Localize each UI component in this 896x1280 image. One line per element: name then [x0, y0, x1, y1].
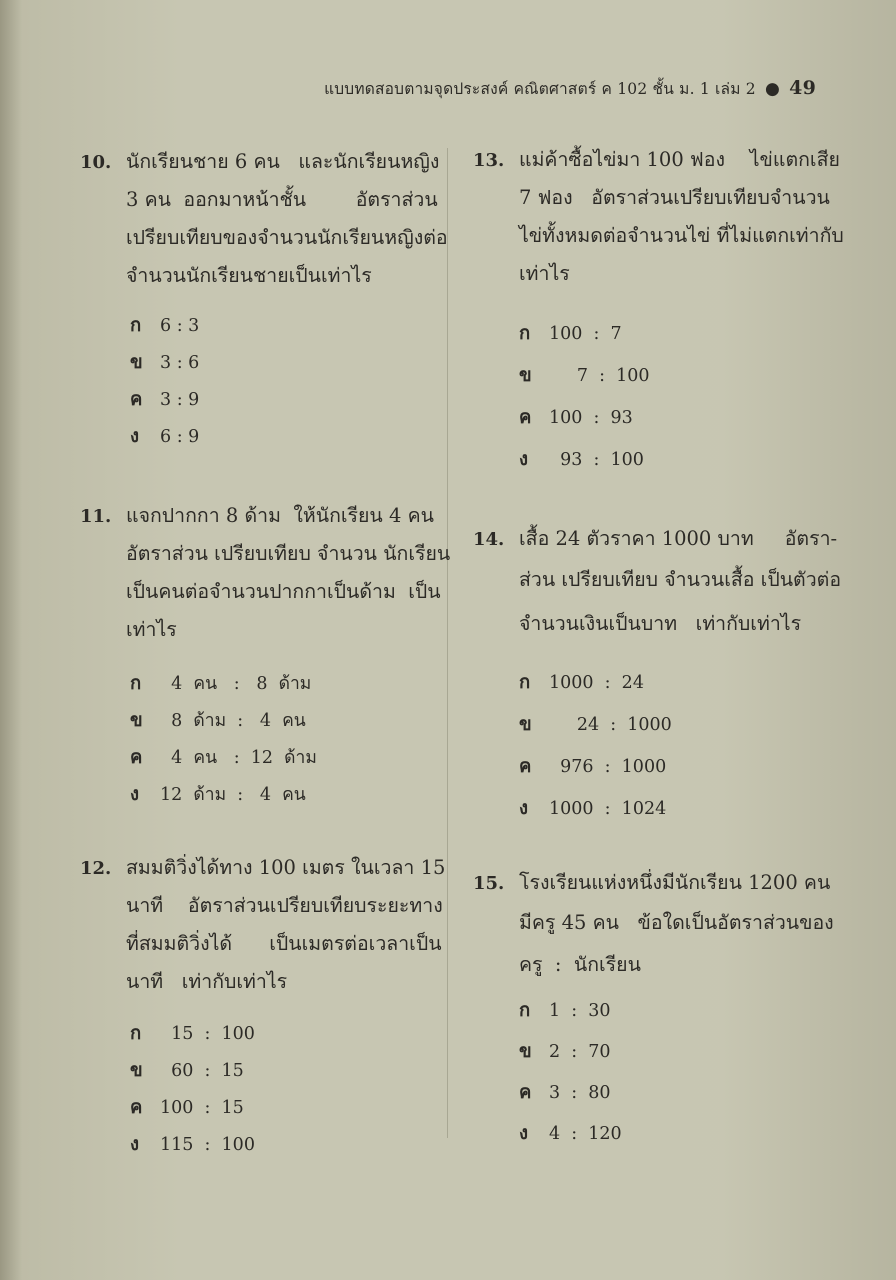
choice-text: 115 : 100	[160, 1135, 255, 1155]
bullet-icon: ●	[764, 79, 781, 99]
choice-list	[80, 665, 450, 813]
choice-letter: ง	[519, 449, 529, 470]
question-text-line: เปรียบเทียบของจำนวนนักเรียนหญิงต่อ	[126, 226, 448, 249]
choice-c[interactable]	[519, 397, 844, 439]
choice-text: 2 : 70	[549, 1042, 611, 1062]
choice-list	[473, 990, 834, 1154]
question-text-line: ไข่ทั้งหมดต่อจำนวนไข่ ที่ไม่แตกเท่ากับ	[519, 224, 844, 247]
choice-b[interactable]	[519, 355, 844, 397]
choice-letter: ค	[519, 756, 532, 777]
running-header	[324, 76, 816, 101]
question-text-line: มีครู 45 คน ข้อใดเป็นอัตราส่วนของ	[519, 911, 834, 934]
choice-text: 6 : 9	[160, 427, 200, 447]
question-text-line: สมมติวิ่งได้ทาง 100 เมตร ในเวลา 15	[126, 856, 446, 879]
choice-letter: ค	[130, 389, 143, 410]
choice-list	[473, 313, 844, 481]
page-shadow-edge	[0, 0, 22, 1280]
question-number: 14.	[473, 529, 505, 550]
question-text-line: นาที เท่ากับเท่าไร	[126, 970, 288, 993]
choice-letter: ค	[519, 1082, 532, 1103]
choice-letter: ง	[130, 426, 140, 447]
question-text-line: 7 ฟอง อัตราส่วนเปรียบเทียบจำนวน	[519, 186, 830, 209]
choice-letter: ข	[519, 714, 532, 735]
question-text-line: จำนวนเงินเป็นบาท เท่ากับเท่าไร	[519, 612, 802, 635]
choice-b[interactable]	[519, 1031, 834, 1072]
question-15	[473, 864, 834, 1154]
choice-letter: ข	[519, 365, 532, 386]
choice-a[interactable]	[130, 307, 448, 344]
choice-list	[80, 307, 448, 455]
choice-letter: ข	[130, 1060, 143, 1081]
choice-letter: ง	[130, 784, 140, 805]
choice-text: 4 คน : 12 ด้าม	[160, 748, 317, 768]
choice-letter: ค	[519, 407, 532, 428]
choice-a[interactable]	[519, 990, 834, 1031]
question-number: 12.	[80, 858, 112, 879]
choice-text: 100 : 7	[549, 324, 622, 344]
choice-c[interactable]	[130, 1089, 445, 1126]
question-text-line: ที่สมมติวิ่งได้ เป็นเมตรต่อเวลาเป็น	[126, 932, 442, 955]
choice-letter: ง	[130, 1134, 140, 1155]
choice-letter: ก	[130, 673, 142, 694]
question-text-line: 3 คน ออกมาหน้าชั้น อัตราส่วน	[126, 188, 438, 211]
choice-text: 12 ด้าม : 4 คน	[160, 785, 306, 805]
question-number: 11.	[80, 506, 112, 527]
choice-b[interactable]	[519, 704, 841, 746]
choice-letter: ก	[130, 315, 142, 336]
question-text-line: ส่วน เปรียบเทียบ จำนวนเสื้อ เป็นตัวต่อ	[519, 568, 842, 591]
question-12	[80, 849, 445, 1163]
choice-b[interactable]	[130, 702, 450, 739]
choice-text: 6 : 3	[160, 316, 200, 336]
choice-letter: ง	[519, 798, 529, 819]
choice-a[interactable]	[519, 313, 844, 355]
question-text-line: แจกปากกา 8 ด้าม ให้นักเรียน 4 คน	[126, 504, 434, 527]
choice-letter: ค	[130, 747, 143, 768]
page-number: 49	[789, 77, 816, 99]
question-text-line: เท่าไร	[126, 618, 177, 641]
question-text-line: นักเรียนชาย 6 คน และนักเรียนหญิง	[126, 150, 440, 173]
choice-a[interactable]	[130, 665, 450, 702]
choice-letter: ค	[130, 1097, 143, 1118]
choice-d[interactable]	[130, 418, 448, 455]
choice-text: 100 : 15	[160, 1098, 244, 1118]
running-title: แบบทดสอบตามจุดประสงค์ คณิตศาสตร์ ค 102 ชั้น ม. 1 เล่ม 2	[324, 80, 756, 98]
question-14	[473, 520, 841, 830]
choice-text: 7 : 100	[549, 366, 650, 386]
choice-text: 1 : 30	[549, 1001, 611, 1021]
choice-text: 4 คน : 8 ด้าม	[160, 674, 312, 694]
question-text-line: นาที อัตราส่วนเปรียบเทียบระยะทาง	[126, 894, 443, 917]
question-10	[80, 143, 448, 455]
question-number: 13.	[473, 150, 505, 171]
question-13	[473, 141, 844, 481]
question-text-line: เป็นคนต่อจำนวนปากกาเป็นด้าม เป็น	[126, 580, 441, 603]
choice-text: 3 : 9	[160, 390, 200, 410]
choice-letter: ก	[519, 323, 531, 344]
choice-d[interactable]	[519, 788, 841, 830]
question-text-line: จำนวนนักเรียนชายเป็นเท่าไร	[126, 264, 372, 287]
question-text-line: โรงเรียนแห่งหนึ่งมีนักเรียน 1200 คน	[519, 871, 831, 894]
choice-c[interactable]	[519, 746, 841, 788]
choice-letter: ง	[519, 1123, 529, 1144]
question-text-line: เท่าไร	[519, 262, 570, 285]
choice-text: 4 : 120	[549, 1124, 622, 1144]
choice-letter: ข	[130, 352, 143, 373]
choice-c[interactable]	[519, 1072, 834, 1113]
choice-text: 8 ด้าม : 4 คน	[160, 711, 306, 731]
choice-text: 93 : 100	[549, 450, 644, 470]
choice-c[interactable]	[130, 739, 450, 776]
question-text-line: แม่ค้าซื้อไข่มา 100 ฟอง ไข่แตกเสีย	[519, 148, 840, 171]
choice-d[interactable]	[130, 1126, 445, 1163]
choice-b[interactable]	[130, 344, 448, 381]
choice-d[interactable]	[519, 1113, 834, 1154]
question-number: 10.	[80, 152, 112, 173]
choice-letter: ข	[519, 1041, 532, 1062]
choice-text: 1000 : 1024	[549, 799, 667, 819]
choice-letter: ก	[130, 1023, 142, 1044]
question-number: 15.	[473, 873, 505, 894]
choice-b[interactable]	[130, 1052, 445, 1089]
choice-letter: ข	[130, 710, 143, 731]
choice-a[interactable]	[130, 1015, 445, 1052]
question-text-line: อัตราส่วน เปรียบเทียบ จำนวน นักเรียน	[126, 542, 451, 565]
choice-text: 100 : 93	[549, 408, 633, 428]
choice-text: 3 : 80	[549, 1083, 611, 1103]
choice-d[interactable]	[130, 776, 450, 813]
choice-d[interactable]	[519, 439, 844, 481]
question-text-line: เสื้อ 24 ตัวราคา 1000 บาท อัตรา-	[519, 527, 838, 550]
choice-letter: ก	[519, 1000, 531, 1021]
choice-text: 60 : 15	[160, 1061, 244, 1081]
choice-text: 1000 : 24	[549, 673, 644, 693]
choice-letter: ก	[519, 672, 531, 693]
choice-list	[473, 662, 841, 830]
choice-text: 24 : 1000	[549, 715, 672, 735]
choice-list	[80, 1015, 445, 1163]
question-text-line: ครู : นักเรียน	[519, 953, 641, 976]
question-11	[80, 497, 450, 813]
choice-text: 3 : 6	[160, 353, 200, 373]
choice-c[interactable]	[130, 381, 448, 418]
choice-text: 976 : 1000	[549, 757, 667, 777]
choice-a[interactable]	[519, 662, 841, 704]
choice-text: 15 : 100	[160, 1024, 255, 1044]
